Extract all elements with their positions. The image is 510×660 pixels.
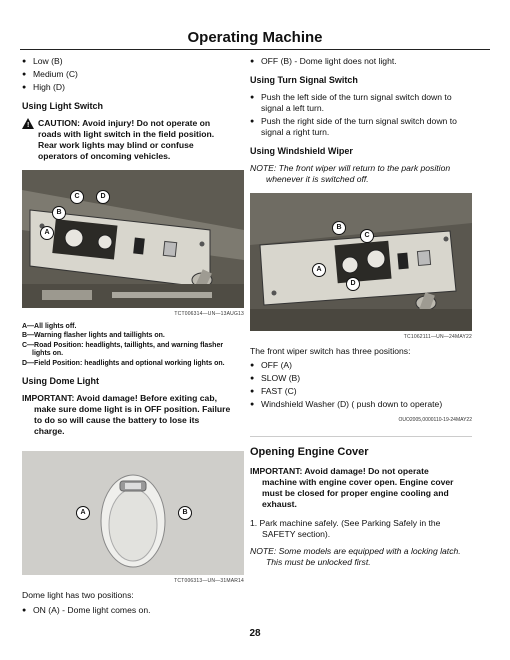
list-item: ● OFF (A) bbox=[250, 360, 472, 371]
wiper-switch-figure bbox=[250, 193, 472, 331]
caution-line: CAUTION: Avoid injury! Do not operate on bbox=[38, 118, 211, 128]
callout-b: B bbox=[178, 506, 192, 520]
page-number: 28 bbox=[249, 628, 261, 639]
wiper-positions-text: The front wiper switch has three positions: bbox=[250, 346, 411, 356]
note-block bbox=[250, 546, 472, 568]
callout-c: C bbox=[360, 229, 374, 243]
left-column bbox=[22, 56, 244, 618]
callout-a: A bbox=[312, 263, 326, 277]
callout-c: C bbox=[70, 190, 84, 204]
list-item: ● ON (A) - Dome light comes on. bbox=[22, 605, 244, 616]
reference-id: OUO2005,0000110-19-24MAY22 bbox=[398, 417, 472, 423]
caution-line: Rear work lights may blind or confuse bbox=[38, 140, 194, 150]
callout-a: A bbox=[76, 506, 90, 520]
important-block bbox=[250, 466, 472, 510]
dome-light-figure bbox=[22, 451, 244, 575]
callout-b: B bbox=[52, 206, 66, 220]
list-item: ● Medium (C) bbox=[22, 69, 244, 80]
legend-line: D—Field Position: headlights and optional working lights on. bbox=[22, 359, 225, 367]
legend-line bbox=[22, 342, 244, 359]
callout-a: A bbox=[40, 226, 54, 240]
dome-light-heading: Using Dome Light bbox=[22, 376, 99, 387]
legend-line: A—All lights off. bbox=[22, 323, 77, 330]
step-1 bbox=[250, 518, 472, 540]
callout-d: D bbox=[346, 277, 360, 291]
legend-c-line2: lights on. bbox=[32, 350, 64, 358]
important-line: IMPORTANT: Avoid damage! Before exiting cab, bbox=[22, 393, 217, 404]
light-switch-heading: Using Light Switch bbox=[22, 101, 103, 111]
legend-line: B—Warning flasher lights and taillights on. bbox=[22, 332, 165, 340]
caution-line: operators of oncoming vehicles. bbox=[38, 151, 171, 161]
turn-signal-heading: Using Turn Signal Switch bbox=[250, 75, 358, 85]
important-line: IMPORTANT: Avoid damage! Do not operate bbox=[250, 466, 429, 476]
turn-right-line: signal a right turn. bbox=[261, 127, 330, 137]
light-switch-figure bbox=[22, 170, 244, 308]
step-line: SAFETY section). bbox=[262, 529, 331, 539]
engine-cover-heading: Opening Engine Cover bbox=[250, 446, 369, 458]
figure-id: TCT006313—UN—31MAR14 bbox=[174, 578, 244, 585]
list-item: ● Windshield Washer (D) ( push down to operate) bbox=[250, 399, 472, 410]
warning-icon: ! bbox=[22, 118, 34, 129]
important-line: charge. bbox=[34, 426, 65, 437]
list-item: ● Low (B) bbox=[22, 56, 244, 67]
list-item: ● SLOW (B) bbox=[250, 373, 472, 384]
step-line: 1. Park machine safely. (See Parking Safely in the bbox=[250, 518, 441, 528]
note-line: NOTE: The front wiper will return to the park position bbox=[250, 163, 451, 173]
callout-b: B bbox=[332, 221, 346, 235]
important-block bbox=[22, 393, 244, 437]
legend-c-line1: C—Road Position: headlights, taillights, and warning flasher bbox=[22, 341, 224, 349]
important-line: make sure dome light is in OFF position. Failure bbox=[34, 404, 231, 415]
list-item: ● FAST (C) bbox=[250, 386, 472, 397]
note-line: NOTE: Some models are equipped with a locking latch. bbox=[250, 546, 461, 556]
dome-positions-text: Dome light has two positions: bbox=[22, 590, 134, 601]
important-line: exhaust. bbox=[262, 499, 297, 509]
list-item: ● OFF (B) - Dome light does not light. bbox=[250, 56, 472, 67]
turn-left-line: ● Push the left side of the turn signal switch down to bbox=[261, 92, 452, 102]
list-item: ● High (D) bbox=[22, 82, 244, 93]
figure-id: TCT006314—UN—13AUG13 bbox=[174, 311, 244, 317]
right-column bbox=[250, 56, 472, 574]
important-line: must be closed for proper engine cooling and bbox=[262, 488, 449, 498]
turn-left-line: signal a left turn. bbox=[261, 103, 325, 113]
title-rule bbox=[20, 49, 490, 50]
list-item bbox=[250, 116, 472, 138]
note-line: whenever it is switched off. bbox=[266, 174, 369, 184]
important-line: to do so will cause the battery to lose its bbox=[34, 415, 200, 426]
important-line: machine with engine cover open. Engine cover bbox=[262, 477, 454, 487]
caution-block bbox=[22, 118, 244, 162]
caution-line: roads with light switch in the field position. bbox=[38, 129, 215, 139]
page-title: Operating Machine bbox=[187, 29, 323, 46]
callout-d: D bbox=[96, 190, 110, 204]
list-item bbox=[250, 92, 472, 114]
turn-right-line: ● Push the right side of the turn signal switch down to bbox=[261, 116, 457, 126]
figure-id: TC1062111—UN—24MAY22 bbox=[403, 334, 472, 340]
note-block bbox=[250, 163, 472, 185]
note-line: This must be unlocked first. bbox=[266, 557, 371, 567]
section-divider bbox=[250, 436, 472, 437]
wiper-heading: Using Windshield Wiper bbox=[250, 146, 353, 156]
